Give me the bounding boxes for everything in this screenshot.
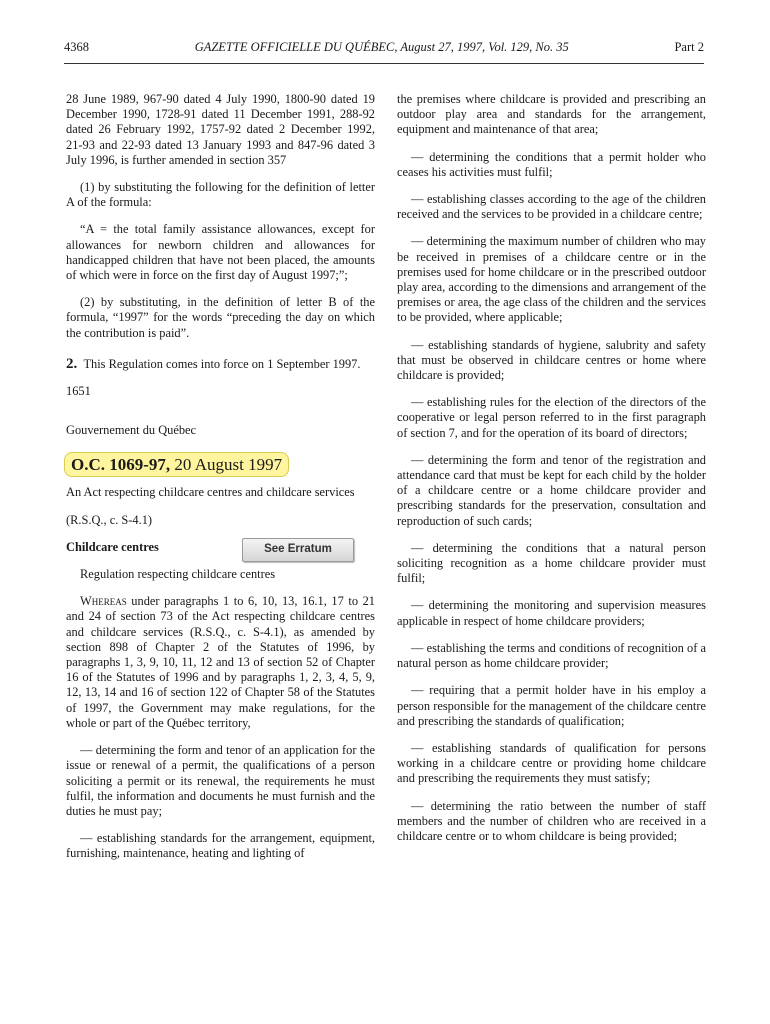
list-item: — determining the conditions that a permit holder who ceases his activities must fulfil; [397,149,706,179]
list-item: — determining the conditions that a natural person soliciting recognition as a home childcare provider must fulfil; [397,540,706,586]
whereas-text: under paragraphs 1 to 6, 10, 13, 16.1, 17 to 21 and 24 of section 73 of the Act respecting childcare centres and childcare services (R.S.Q., c. S-4.1), as amended by section 898 of Chapter 2 of the Statutes of 1996, by paragraphs 1, 3, 9, 10, 11, 12 and 13 of section 52 of Chapter 16 of the Statutes of 1996 and by paragraphs 1, 2, 3, 4, 5, 9, 12, 13, 14 and 16 of section 122 of Chapter 58 of the Statutes of 1997, the Government may make regulations, for the whole or part of the Québec territory, [66,594,375,730]
gazette-title: GAZETTE OFFICIELLE DU QUÉBEC, August 27, 1997, Vol. 129, No. 35 [194,40,569,54]
section-number: 2. [66,355,78,372]
act-reference: (R.S.Q., c. S-4.1) [66,512,153,527]
whereas-word: Whereas [80,594,127,609]
left-column [66,92,375,874]
list-item: — establishing rules for the election of the directors of the cooperative or legal person referred to in the first paragraph of section 7, and for the operation of its board of directors; [397,395,706,440]
header-rule [64,63,704,64]
quoted-definition: “A = the total family assistance allowances, except for allowances for newborn children and allowances for handicapped children that have not been placed, the amounts of which were in force on the first day of August 1997;”; [66,222,375,283]
part-label: Part 2 [674,40,704,54]
paragraph: the premises where childcare is provided and prescribing an outdoor play area and standards for the arrangement, equipment and maintenance of that area; [397,92,706,137]
section-2 [66,357,375,372]
list-item: — requiring that a permit holder have in his employ a person responsible for the management of the childcare centre and prescribing the standards of qualification; [397,683,706,728]
list-item: — determining the form and tenor of the registration and attendance card that must be kept for each child by the holder of a childcare centre or a home childcare provider and prescribing standards for the preservation, consultation and reproduction of such cards; [397,452,706,528]
paragraph: 28 June 1989, 967-90 dated 4 July 1990, 1800-90 dated 19 December 1990, 1728-91 dated 11 December 1991, 288-92 dated 26 February 1992, 1757-92 dated 2 December 1992, 21-93 and 22-93 dated 13 January 1993 and 847-96 dated 3 July 1996, is further amended in section 357 [66,92,375,167]
list-item: — determining the maximum number of children who may be received in premises of a childcare centre or in the premises used for home childcare or in the prescribed outdoor play area, according to the dimensions and arrangement of the premises or area, the age class of the children and the services to be provided, where applicable; [397,234,706,325]
list-item: — establishing standards of qualification for persons working in a childcare centre or providing home childcare and prescribing the requirements they must satisfy; [397,740,706,786]
page-number: 4368 [64,40,89,54]
act-title: An Act respecting childcare centres and childcare services [66,485,355,500]
section-heading: Childcare centres [66,539,159,554]
list-item: — establishing the terms and conditions of recognition of a natural person as home childcare provider; [397,640,706,671]
oc-number: O.C. 1069-97, [71,455,171,475]
oc-date: 20 August 1997 [174,455,283,475]
paragraph: (2) by substituting, in the definition of letter B of the formula, “1997” for the words “preceding the day on which the contribution is paid”. [66,295,375,340]
right-column [397,92,706,856]
government-label: Gouvernement du Québec [66,423,197,438]
section-text: This Regulation comes into force on 1 September 1997. [83,356,361,371]
reference-number: 1651 [66,384,91,399]
whereas-paragraph [66,594,375,731]
list-item: — establishing standards for the arrangement, equipment, furnishing, maintenance, heating and lighting of [66,831,375,861]
list-item: — determining the ratio between the number of staff members and the number of children who are received in a childcare centre or to whom childcare is being provided; [397,798,706,843]
list-item: — establishing standards of hygiene, salubrity and safety that must be observed in childcare centres or home where childcare is provided; [397,337,706,383]
regulation-title: Regulation respecting childcare centres [80,567,276,582]
see-erratum-button[interactable]: See Erratum [242,538,354,562]
list-item: — determining the monitoring and supervision measures applicable in respect of home childcare providers; [397,598,706,628]
list-item: — establishing classes according to the age of the children received and the services to be provided in a childcare centre; [397,192,706,222]
order-in-council-highlight [64,452,289,477]
paragraph: (1) by substituting the following for the definition of letter A of the formula: [66,180,375,210]
list-item: — determining the form and tenor of an application for the issue or renewal of a permit, the qualifications of a person soliciting a permit or its renewal, the requirements he must fulfil, the information and documents he must furnish and the duties he must pay; [66,743,375,818]
page-header [64,40,704,60]
